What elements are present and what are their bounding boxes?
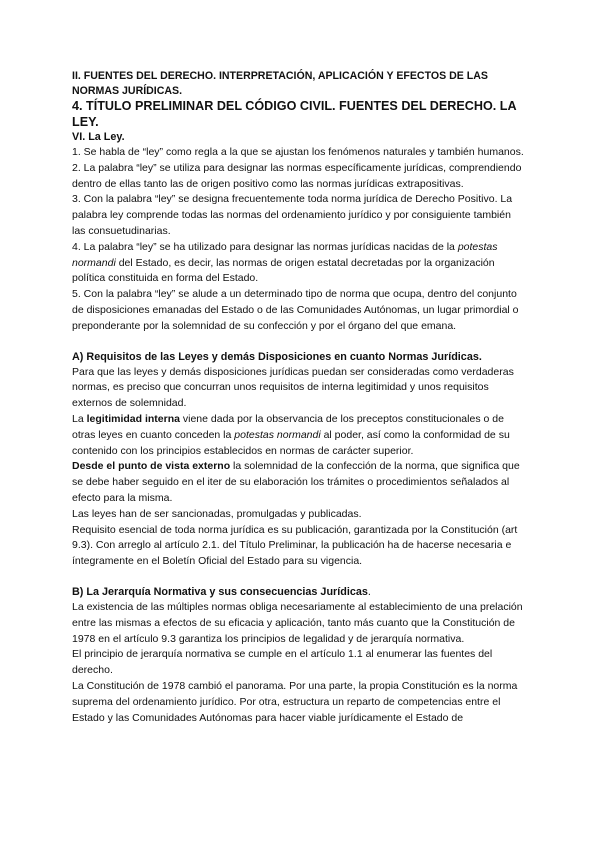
spacer [72, 335, 527, 350]
paragraph: 5. Con la palabra “ley” se alude a un determinado tipo de norma que ocupa, dentro del conjunto de disposiciones emanadas del Estado o de las Comunidades Autónomas, un lugar primordial o preponderante por la solemnidad de su confección y por el órgano del que emana. [72, 288, 519, 332]
spacer [72, 570, 527, 585]
text-run: la solemnidad de la confección de la norma, que significa que se debe haber seguido en el iter de su elaboración los trámites o procedimientos señalados al efecto para la misma. [72, 460, 520, 504]
paragraph: 2. La palabra “ley” se utiliza para designar las normas específicamente jurídicas, comprendiendo dentro de ellas tanto las de origen positivo como las normas jurídicas extrapositivas. [72, 161, 522, 190]
paragraph: Para que las leyes y demás disposiciones jurídicas puedan ser consideradas como verdaderas normas, es preciso que concurran unos requisitos de interna legitimidad y unos requisitos externos de solemnidad. [72, 365, 514, 410]
paragraph [72, 240, 527, 287]
subsection-heading [72, 585, 527, 600]
paragraph: El principio de jerarquía normativa se cumple en el artículo 1.1 al enumerar las fuentes del derecho. [72, 648, 493, 677]
section-heading: II. FUENTES DEL DERECHO. INTERPRETACIÓN, APLICACIÓN Y EFECTOS DE LAS NORMAS JURÍDICAS. [72, 70, 488, 97]
italic-term: potestas normandi [234, 428, 321, 441]
document-page [72, 69, 527, 726]
text-run: del Estado, es decir, las normas de origen estatal decretadas por la organización política constituida en forma del Estado. [72, 256, 495, 285]
paragraph: Las leyes han de ser sancionadas, promulgadas y publicadas. [72, 507, 362, 520]
heading-text: B) La Jerarquía Normativa y sus consecuencias Jurídicas [72, 585, 368, 598]
paragraph: 3. Con la palabra “ley” se designa frecuentemente toda norma jurídica de Derecho Positivo. La palabra ley comprende todas las normas del ordenamiento jurídico y por consiguiente también las consuetudinarias. [72, 193, 513, 237]
chapter-title: 4. TÍTULO PRELIMINAR DEL CÓDIGO CIVIL. FUENTES DEL DERECHO. LA LEY. [72, 99, 517, 129]
subsection-heading: A) Requisitos de las Leyes y demás Disposiciones en cuanto Normas Jurídicas. [72, 350, 482, 363]
text-run: al poder, así como la conformidad de su contenido con los principios establecidos en normas de carácter superior. [72, 428, 510, 457]
text-run: 4. La palabra “ley” se ha utilizado para designar las normas jurídicas nacidas de la [72, 240, 458, 253]
paragraph [72, 459, 527, 506]
italic-term: potestas normandi [72, 240, 498, 269]
paragraph: La Constitución de 1978 cambió el panorama. Por una parte, la propia Constitución es la norma suprema del ordenamiento jurídico. Por otra, estructura un reparto de competencias entre el Estado y las Comunidades Autónomas para hacer viable jurídicamente el Estado de [72, 679, 518, 724]
paragraph: Requisito esencial de toda norma jurídica es su publicación, garantizada por la Constitución (art 9.3). Con arreglo al artículo 2.1. del Título Preliminar, la publicación ha de hacerse necesaria e íntegramente en el Boletín Oficial del Estado para su vigencia. [72, 523, 518, 568]
bold-term: Desde el punto de vista externo [72, 460, 231, 473]
subsection-heading: VI. La Ley. [72, 131, 125, 143]
text-run: La [72, 412, 87, 425]
heading-period: . [367, 585, 371, 598]
paragraph [72, 412, 527, 459]
text-run: viene dada por la observancia de los preceptos constitucionales o de otras leyes en cuanto conceden la [72, 412, 504, 441]
paragraph: 1. Se habla de “ley” como regla a la que se ajustan los fenómenos naturales y también humanos. [72, 146, 524, 158]
paragraph: La existencia de las múltiples normas obliga necesariamente al establecimiento de una prelación entre las mismas a efectos de su eficacia y aplicación, tanto más cuanto que la Constitución de 1978 en el artículo 9.3 garantiza los principios de legalidad y de jerarquía normativa. [72, 600, 523, 645]
bold-term: legitimidad interna [86, 412, 180, 425]
